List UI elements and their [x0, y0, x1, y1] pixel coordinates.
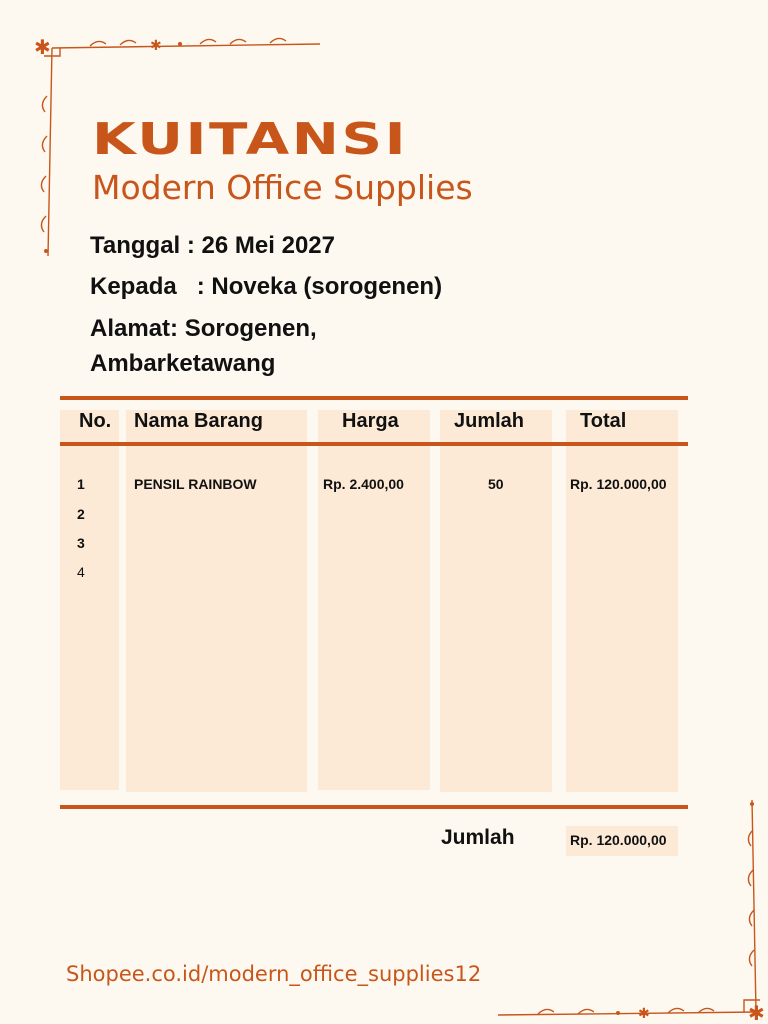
address-line-2: Ambarketawang: [90, 350, 276, 377]
item-name: PENSIL RAINBOW: [134, 476, 257, 492]
svg-text:✱: ✱: [34, 35, 51, 59]
column-qty-bg: [440, 410, 552, 792]
receipt-title: KUITANSI: [92, 114, 409, 165]
shop-link[interactable]: Shopee.co.id/modern_office_supplies12: [66, 962, 482, 986]
svg-text:✱: ✱: [150, 38, 162, 54]
table-top-rule: [60, 396, 688, 400]
header-item-name: Nama Barang: [134, 410, 263, 432]
svg-text:✱: ✱: [748, 1001, 765, 1024]
item-total: Rp. 120.000,00: [570, 476, 667, 492]
svg-text:✱: ✱: [638, 1006, 650, 1022]
column-no-bg: [60, 410, 119, 790]
sum-label: Jumlah: [441, 826, 515, 849]
item-quantity: 50: [488, 476, 504, 492]
row-number: 4: [77, 564, 85, 580]
recipient-line: Kepada : Noveka (sorogenen): [90, 273, 443, 300]
row-number: 2: [77, 506, 85, 522]
row-number: 1: [77, 476, 85, 492]
header-quantity: Jumlah: [454, 410, 525, 432]
column-name-bg: [126, 410, 307, 792]
column-price-bg: [318, 410, 430, 790]
header-price: Harga: [342, 410, 399, 432]
table-header-rule: [60, 442, 688, 446]
item-price: Rp. 2.400,00: [323, 476, 404, 492]
address-line-1: Alamat: Sorogenen,: [90, 315, 317, 342]
store-name: Modern Office Supplies: [92, 168, 473, 207]
column-total-bg: [566, 410, 678, 792]
date-line: Tanggal : 26 Mei 2027: [90, 232, 335, 259]
header-no: No.: [79, 410, 112, 432]
sum-value: Rp. 120.000,00: [570, 832, 667, 848]
table-bottom-rule: [60, 805, 688, 809]
row-number: 3: [77, 535, 85, 551]
header-total: Total: [580, 410, 627, 432]
